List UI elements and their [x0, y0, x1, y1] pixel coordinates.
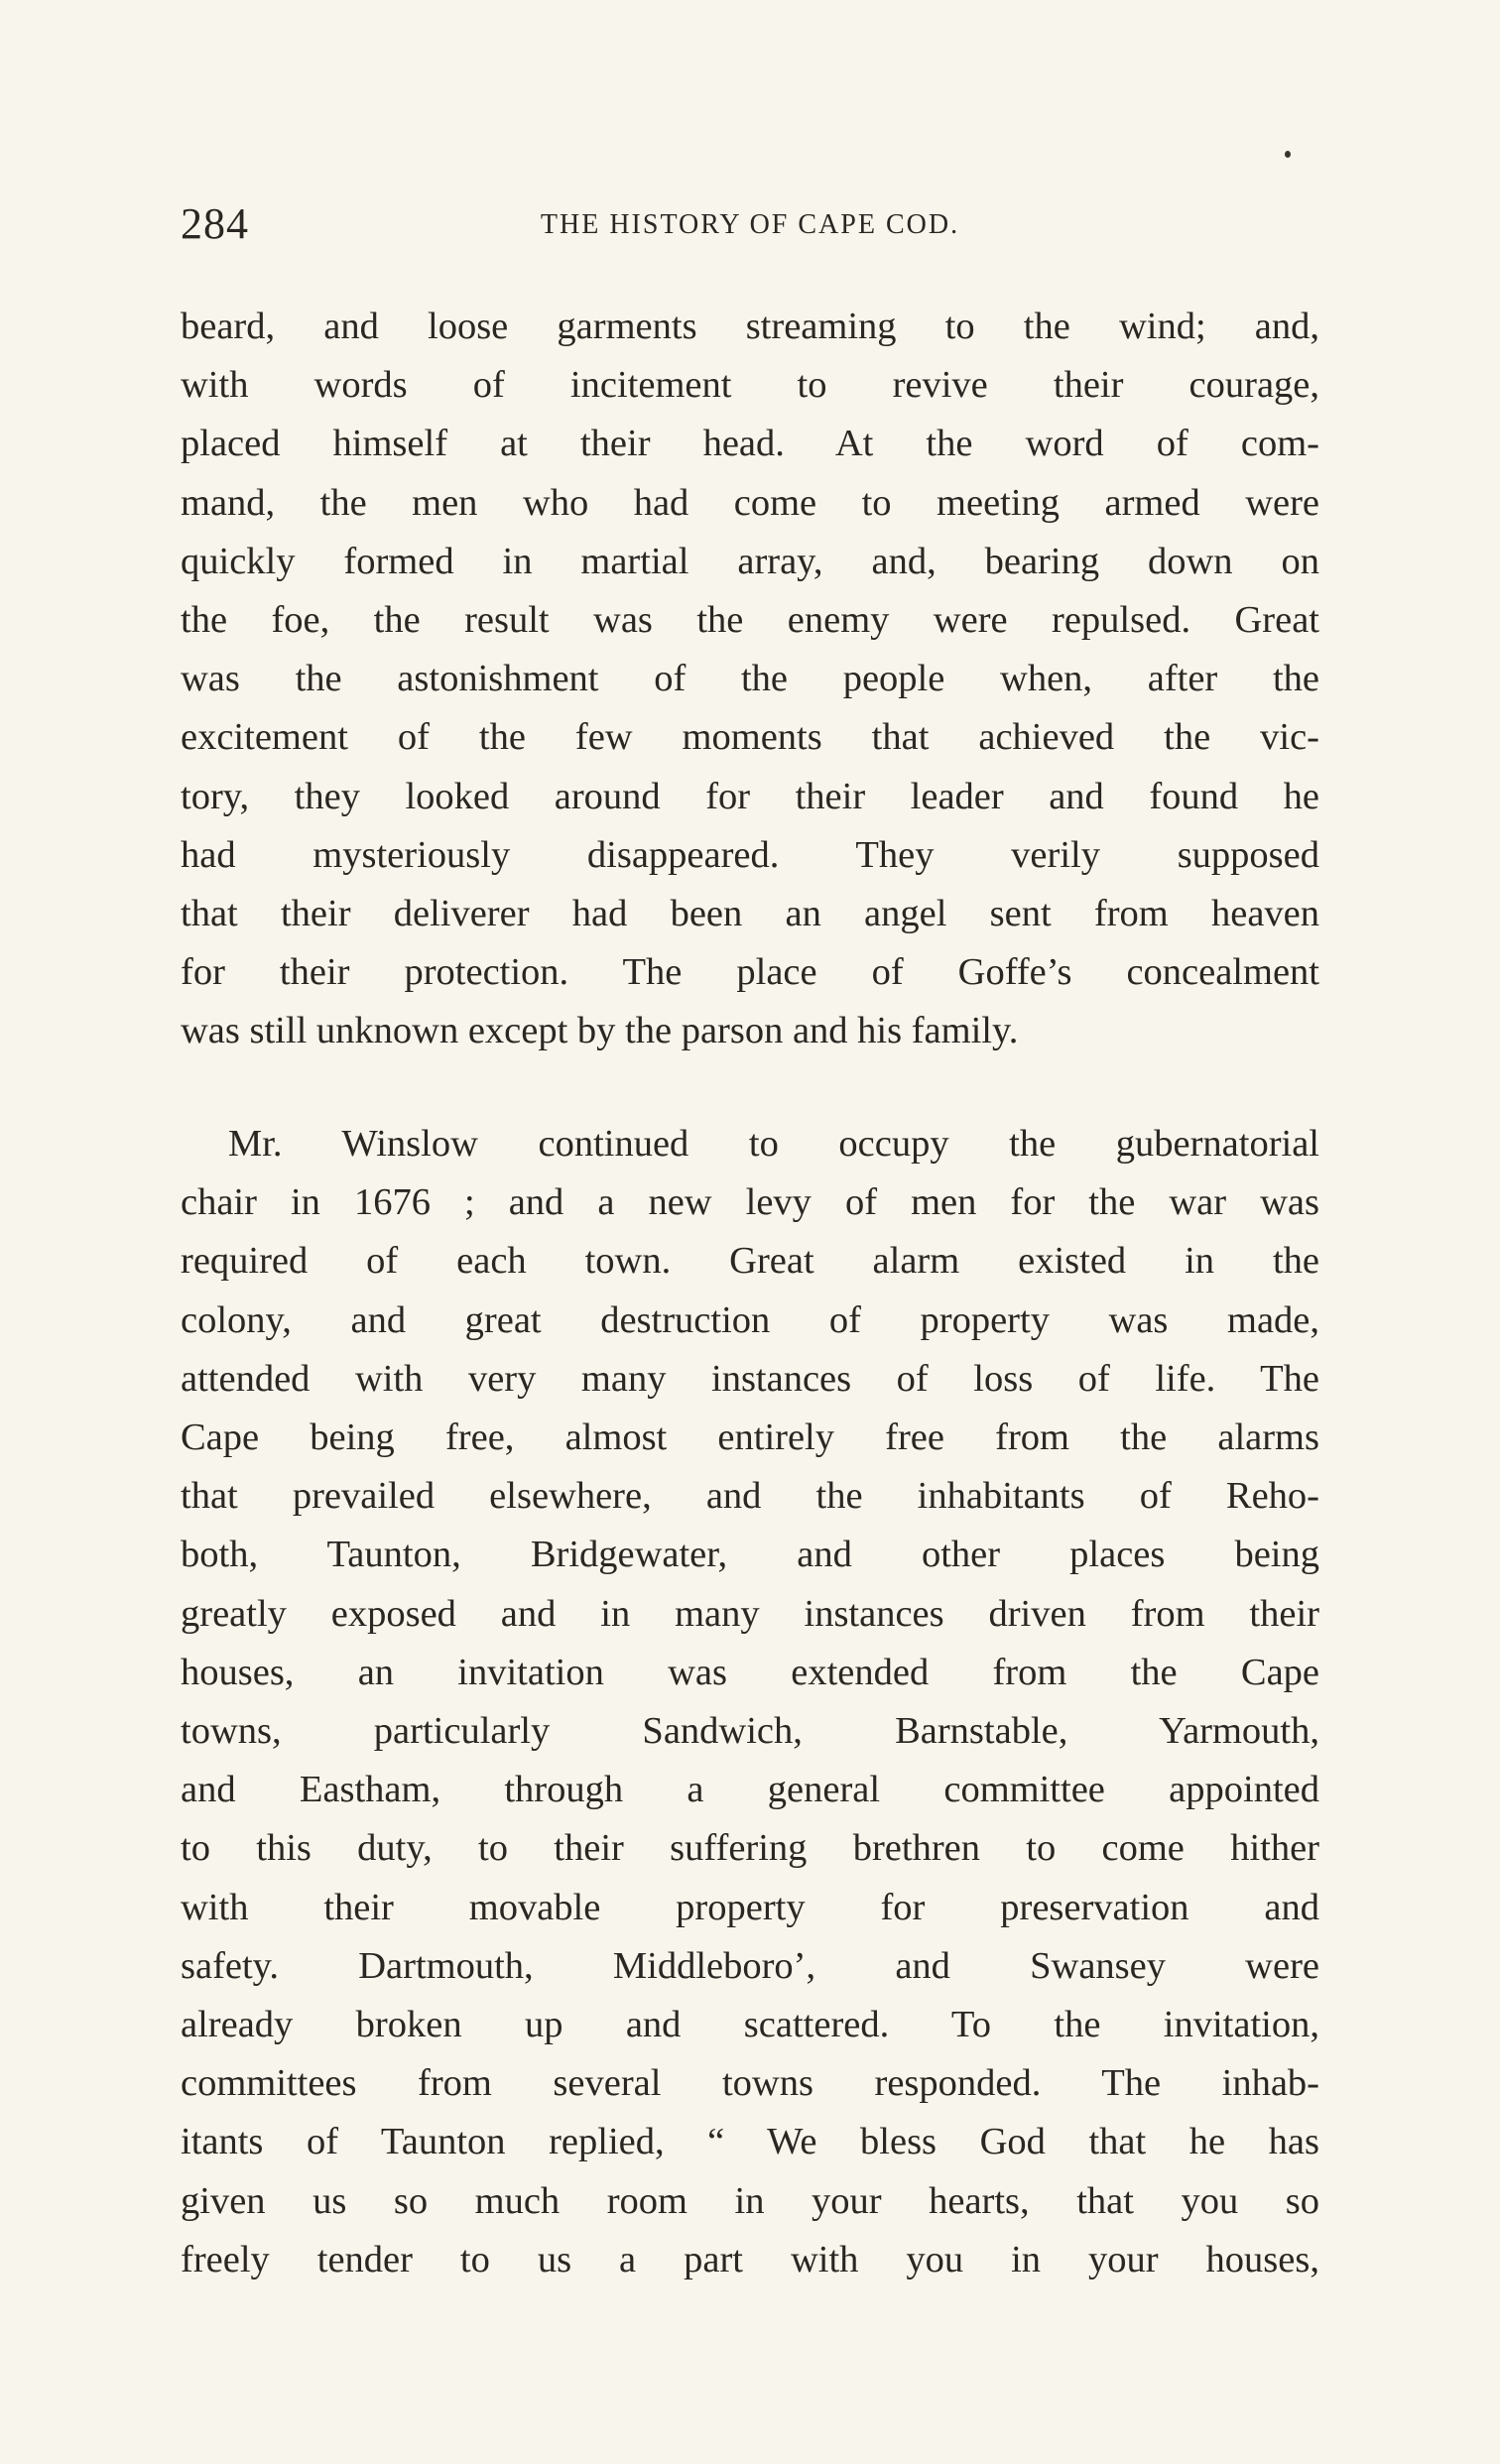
text-line: Cape being free, almost entirely free from the alarms — [181, 1417, 1319, 1459]
paragraph — [181, 1115, 1319, 2289]
ink-speck — [1285, 151, 1291, 158]
text-line: freely tender to us a part with you in your houses, — [181, 2238, 1319, 2280]
text-line: beard, and loose garments streaming to the wind; and, — [181, 306, 1319, 347]
text-line: that prevailed elsewhere, and the inhabitants of Reho- — [181, 1475, 1319, 1518]
text-line: placed himself at their head. At the word of com- — [181, 423, 1319, 465]
text-line: with their movable property for preservation and — [181, 1886, 1319, 1928]
text-line: was the astonishment of the people when, after the — [181, 658, 1319, 700]
running-head: THE HISTORY OF CAPE COD. — [540, 209, 960, 240]
text-line: towns, particularly Sandwich, Barnstable, Yarmouth, — [181, 1710, 1319, 1753]
text-line: greatly exposed and in many instances driven from their — [181, 1592, 1319, 1635]
text-line: houses, an invitation was extended from the Cape — [181, 1651, 1319, 1693]
text-line: itants of Taunton replied, “ We bless God that he has — [181, 2121, 1319, 2163]
text-line: with words of incitement to revive their courage, — [181, 364, 1319, 407]
paragraph — [181, 298, 1319, 1061]
text-line: safety. Dartmouth, Middleboro’, and Swansey were — [181, 1944, 1319, 1987]
text-line: quickly formed in martial array, and, bearing down on — [181, 540, 1319, 582]
text-line: had mysteriously disappeared. They verily supposed — [181, 833, 1319, 876]
text-line: colony, and great destruction of property was made, — [181, 1298, 1319, 1341]
text-line: mand, the men who had come to meeting armed were — [181, 481, 1319, 524]
text-line: already broken up and scattered. To the invitation, — [181, 2004, 1319, 2046]
text-line: required of each town. Great alarm existed in the — [181, 1240, 1319, 1283]
text-line: was still unknown except by the parson and his family. — [181, 1010, 1019, 1052]
text-line: committees from several towns responded. The inhab- — [181, 2062, 1319, 2105]
text-line: to this duty, to their suffering brethren to come hither — [181, 1827, 1319, 1870]
text-line: chair in 1676 ; and a new levy of men for the war was — [181, 1181, 1319, 1224]
text-line: excitement of the few moments that achieved the vic- — [181, 716, 1319, 759]
text-line: for their protection. The place of Goffe’s concealment — [181, 951, 1319, 994]
text-line: tory, they looked around for their leader and found he — [181, 775, 1319, 817]
text-line: attended with very many instances of loss of life. The — [181, 1357, 1319, 1400]
text-line: Mr. Winslow continued to occupy the gubernatorial — [228, 1123, 1319, 1165]
page-number: 284 — [181, 199, 249, 248]
text-line: given us so much room in your hearts, that you so — [181, 2179, 1319, 2222]
text-line: that their deliverer had been an angel sent from heaven — [181, 893, 1319, 935]
text-line: the foe, the result was the enemy were repulsed. Great — [181, 599, 1319, 642]
text-line: both, Taunton, Bridgewater, and other places being — [181, 1534, 1319, 1576]
text-line: and Eastham, through a general committee appointed — [181, 1769, 1319, 1811]
page-header — [181, 194, 1319, 254]
